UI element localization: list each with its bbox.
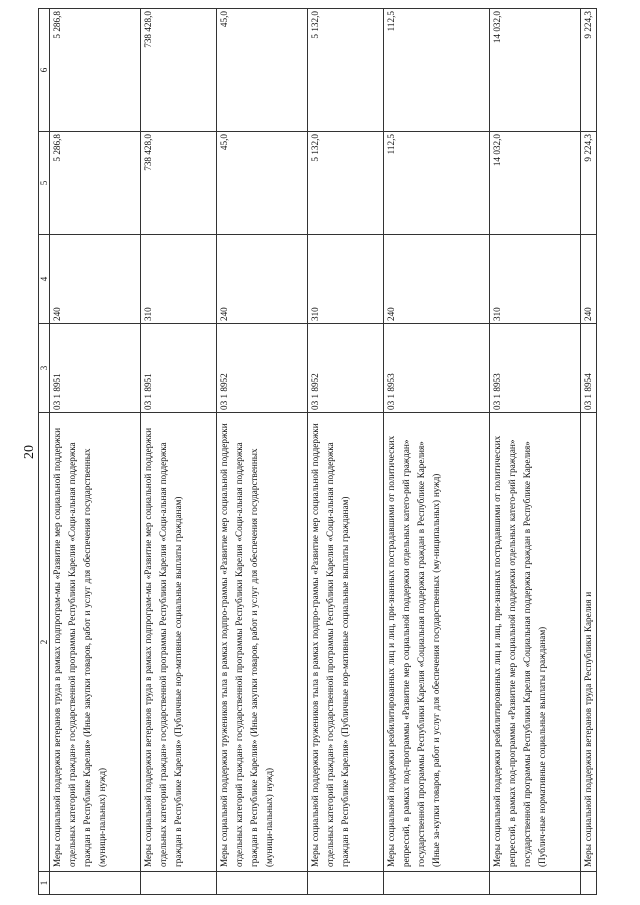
amount-col5: 738 428,0 — [141, 132, 217, 235]
table-row — [490, 9, 581, 895]
target-code: 03 1 8951 — [141, 324, 217, 413]
header-cell: 6 — [39, 9, 50, 132]
amount-col6: 112,5 — [384, 9, 490, 132]
amount-col5: 5 132,0 — [308, 132, 384, 235]
item-name: Меры социальной поддержки реабилитированных лиц и лиц, при-знанных пострадавшими от политических репрессий, в рамках под-программы «Развитие мер социальной поддержки отдельных катего-рий граждан» государственной программы Республики Карелия «Социальная поддержка граждан в Республике Карелия» (Иные за-купки товаров, работ и услуг для обеспечения государственных (му-ниципальных) нужд) — [384, 413, 490, 872]
expense-type: 240 — [217, 235, 308, 324]
row-number-cell — [581, 872, 597, 895]
amount-col6: 5 132,0 — [308, 9, 384, 132]
table-row — [308, 9, 384, 895]
row-number-cell — [384, 872, 490, 895]
budget-table — [38, 8, 597, 895]
target-code: 03 1 8953 — [384, 324, 490, 413]
row-number-cell — [217, 872, 308, 895]
header-cell: 3 — [39, 324, 50, 413]
amount-col6: 5 286,8 — [50, 9, 141, 132]
amount-col5: 112,5 — [384, 132, 490, 235]
amount-col6: 738 428,0 — [141, 9, 217, 132]
expense-type: 240 — [581, 235, 597, 324]
amount-col5: 45,0 — [217, 132, 308, 235]
table-row — [384, 9, 490, 895]
item-name: Меры социальной поддержки ветеранов труда в рамках подпрограм-мы «Развитие мер социальной поддержки отдельных категорий граждан» государственной программы Республики Карелия «Соци-альная поддержка граждан в Республике Карелия» (Публичные нор-мативные социальные выплаты гражданам) — [141, 413, 217, 872]
table-row — [141, 9, 217, 895]
page-number: 20 — [22, 445, 37, 459]
item-name: Меры социальной поддержки тружеников тыла в рамках подпро-граммы «Развитие мер социальной поддержки отдельных категорий граждан» государственной программы Республики Карелия «Соци-альная поддержка граждан в Республике Карелия» (Иные закупки товаров, работ и услуг для обеспечения государственных (муници-пальных) нужд) — [217, 413, 308, 872]
expense-type: 310 — [308, 235, 384, 324]
row-number-cell — [490, 872, 581, 895]
amount-col5: 9 224,3 — [581, 132, 597, 235]
row-number-cell — [141, 872, 217, 895]
expense-type: 310 — [141, 235, 217, 324]
amount-col6: 9 224,3 — [581, 9, 597, 132]
amount-col5: 14 032,0 — [490, 132, 581, 235]
table-row — [217, 9, 308, 895]
item-name: Меры социальной поддержки ветеранов труда в рамках подпрограм-мы «Развитие мер социальной поддержки отдельных категорий граждан» государственной программы Республики Карелия «Соци-альная поддержка граждан в Республике Карелия» (Иные закупки товаров, работ и услуг для обеспечения государственных (муници-пальных) нужд) — [50, 413, 141, 872]
table-row — [581, 9, 597, 895]
expense-type: 310 — [490, 235, 581, 324]
target-code: 03 1 8953 — [490, 324, 581, 413]
header-cell: 1 — [39, 872, 50, 895]
item-name: Меры социальной поддержки реабилитированных лиц и лиц, при-знанных пострадавшими от политических репрессий, в рамках под-программы «Развитие мер социальной поддержки отдельных катего-рий граждан» государственной программы Республики Карелия «Социальная поддержка граждан в Республике Карелия» (Публич-ные нормативные социальные выплаты гражданам) — [490, 413, 581, 872]
header-cell: 4 — [39, 235, 50, 324]
row-number-cell — [308, 872, 384, 895]
table-row — [50, 9, 141, 895]
target-code: 03 1 8954 — [581, 324, 597, 413]
item-name: Меры социальной поддержки тружеников тыла в рамках подпро-граммы «Развитие мер социальной поддержки отдельных категорий граждан» государственной программы Республики Карелия «Соци-альная поддержка граждан в Республике Карелия» (Публичные нор-мативные социальные выплаты гражданам) — [308, 413, 384, 872]
amount-col6: 14 032,0 — [490, 9, 581, 132]
row-number-cell — [50, 872, 141, 895]
expense-type: 240 — [50, 235, 141, 324]
header-row — [39, 9, 50, 895]
target-code: 03 1 8952 — [308, 324, 384, 413]
header-cell: 5 — [39, 132, 50, 235]
amount-col5: 5 286,8 — [50, 132, 141, 235]
amount-col6: 45,0 — [217, 9, 308, 132]
header-cell: 2 — [39, 413, 50, 872]
item-name: Меры социальной поддержки ветеранов труда Республики Карелия и — [581, 413, 597, 872]
target-code: 03 1 8951 — [50, 324, 141, 413]
expense-type: 240 — [384, 235, 490, 324]
target-code: 03 1 8952 — [217, 324, 308, 413]
